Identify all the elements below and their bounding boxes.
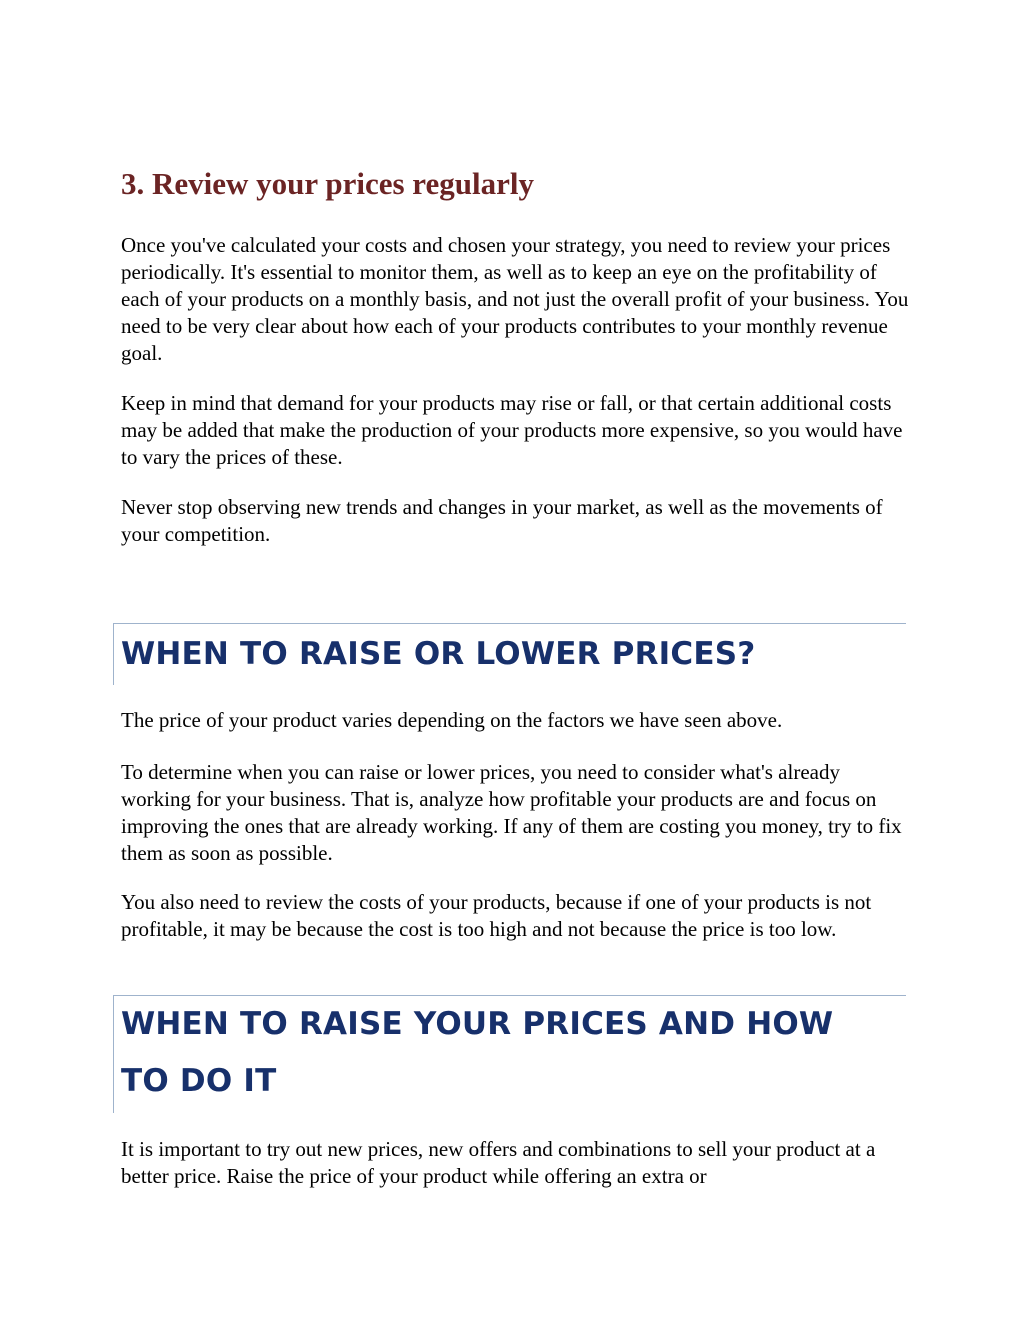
paragraph-raise-or-lower-2: To determine when you can raise or lower prices, you need to consider what's already working for your business. That is, analyze how profitable your products are and focus on improving the ones that are already working. If any of them are costing you money, try to fix them as soon as possible.	[121, 760, 902, 865]
paragraph-review-prices-2: Keep in mind that demand for your products may rise or fall, or that certain additional costs may be added that make the production of your products more expensive, so you would have to vary the prices of these.	[121, 391, 903, 469]
section-heading-review-prices: 3. Review your prices regularly	[121, 166, 534, 201]
heading-raise-how-line-1: WHEN TO RAISE YOUR PRICES AND HOW	[121, 1006, 834, 1042]
paragraph-raise-how-1: It is important to try out new prices, new offers and combinations to sell your product at a better price. Raise the price of your product while offering an extra or	[121, 1137, 876, 1188]
paragraph-review-prices-1: Once you've calculated your costs and chosen your strategy, you need to review your prices periodically. It's essential to monitor them, as well as to keep an eye on the profitability of each of your products on a monthly basis, and not just the overall profit of your business. You need to be very clear about how each of your products contributes to your monthly revenue goal.	[121, 233, 909, 365]
heading-raise-how	[114, 996, 906, 1110]
paragraph-raise-or-lower-3: You also need to review the costs of your products, because if one of your products is not profitable, it may be because the cost is too high and not because the price is too low.	[121, 890, 872, 941]
heading-box-raise-or-lower	[113, 623, 906, 685]
heading-raise-or-lower: WHEN TO RAISE OR LOWER PRICES?	[121, 636, 756, 672]
heading-box-raise-how	[113, 995, 906, 1113]
heading-raise-how-line-2: TO DO IT	[121, 1063, 277, 1099]
paragraph-raise-or-lower-1: The price of your product varies depending on the factors we have seen above.	[121, 708, 783, 732]
paragraph-review-prices-3: Never stop observing new trends and changes in your market, as well as the movements of your competition.	[121, 495, 883, 546]
